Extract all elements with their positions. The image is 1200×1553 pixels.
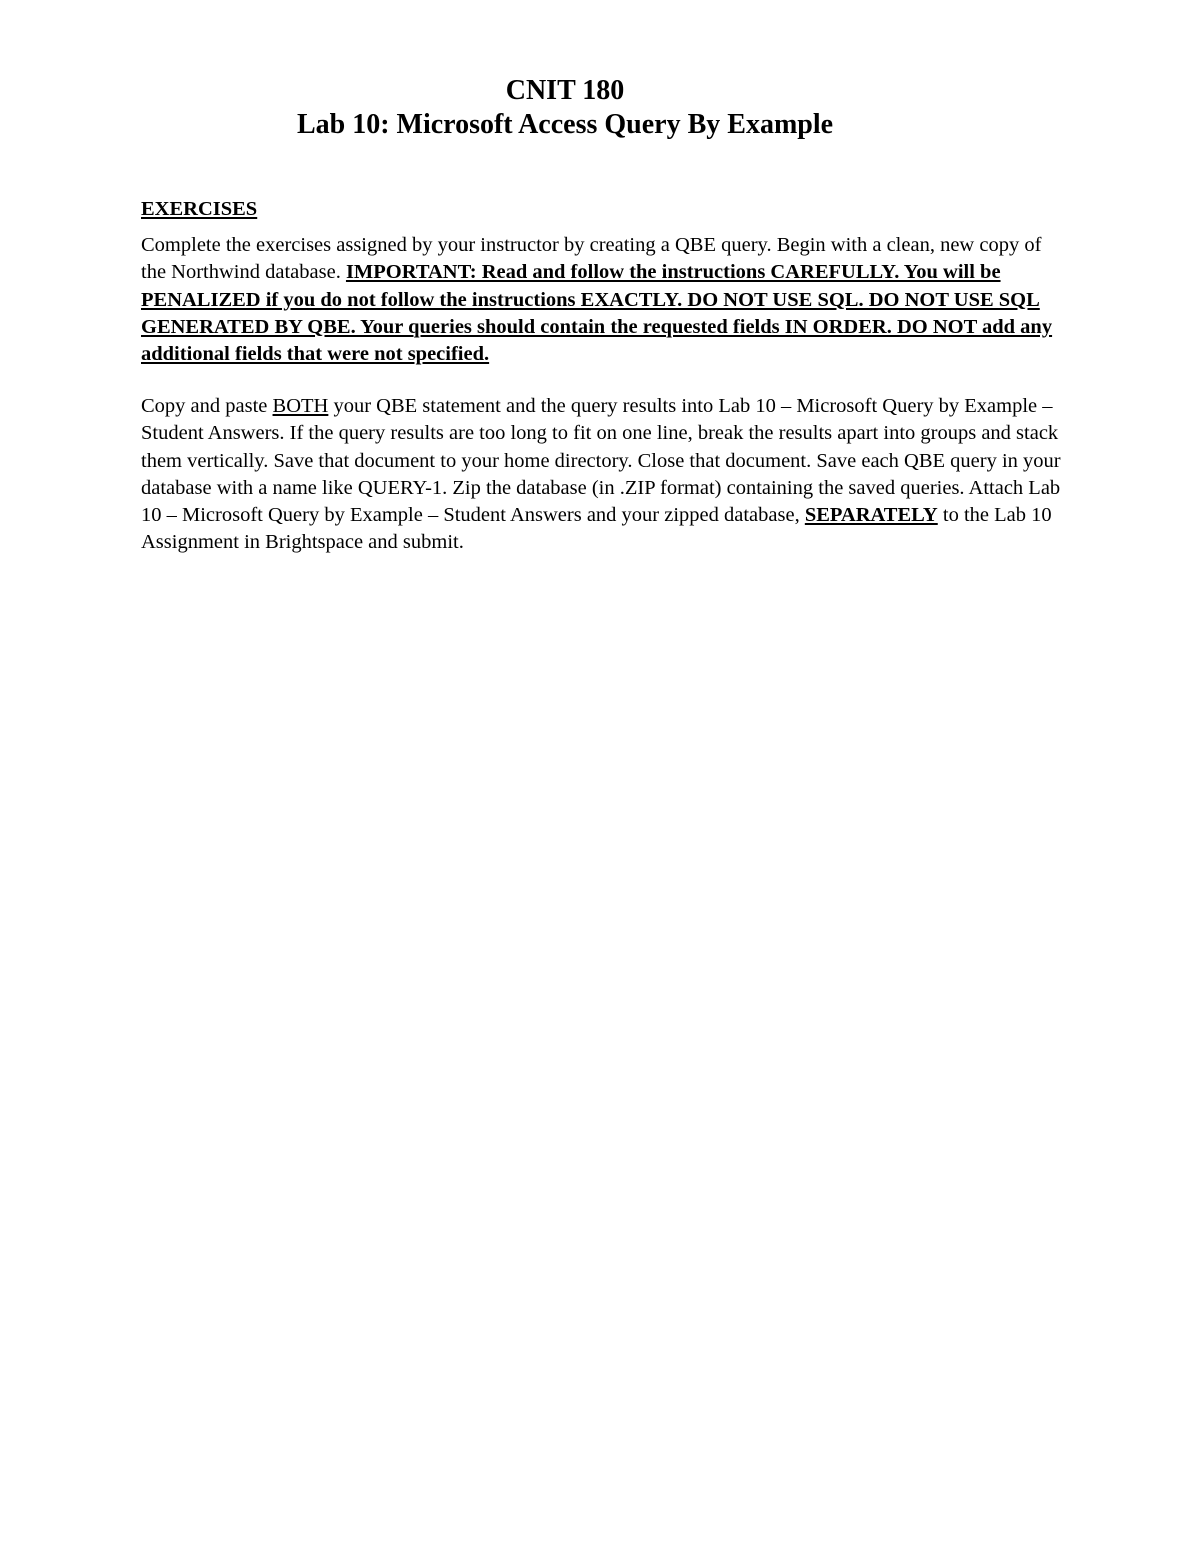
course-code: CNIT 180 (505, 75, 625, 106)
separately-emphasis: SEPARATELY (804, 504, 938, 527)
submission-text-middle: your QBE statement and the query results into Lab 10 – Microsoft Query by Example – Student Answers. If the query results are too long to fit on one line, break the results apart into groups and stack them vertically. Save that document to your home directory. Close that document. Save each QBE query in your database with a name like QUERY-1. Zip the database (in .ZIP format) containing the saved queries. Attach Lab 10 – Microsoft Query by Example – Student Answers and your zipped database, (141, 395, 1061, 527)
instructions-text: Complete the exercises assigned by your instructor by creating a QBE query. Begin with a clean, new copy of the Northwind database. (141, 234, 1042, 284)
submission-text-start: Copy and paste (141, 395, 273, 418)
submission-paragraph (141, 393, 1066, 556)
document-header (0, 74, 1130, 142)
instructions-paragraph (141, 232, 1066, 368)
submission-text-end: to the Lab 10 Assignment in Brightspace and submit. (141, 504, 1052, 554)
exercises-heading: EXERCISES (141, 198, 258, 220)
both-emphasis: BOTH (272, 395, 329, 418)
lab-title: Lab 10: Microsoft Access Query By Example (296, 109, 834, 140)
document-body (141, 196, 1066, 581)
important-warning: IMPORTANT: Read and follow the instructions CAREFULLY. You will be PENALIZED if you do not follow the instructions EXACTLY. DO NOT USE SQL. DO NOT USE SQL GENERATED BY QBE. Your queries should contain the requested fields IN ORDER. DO NOT add any additional fields that were not specified. (141, 261, 1053, 366)
